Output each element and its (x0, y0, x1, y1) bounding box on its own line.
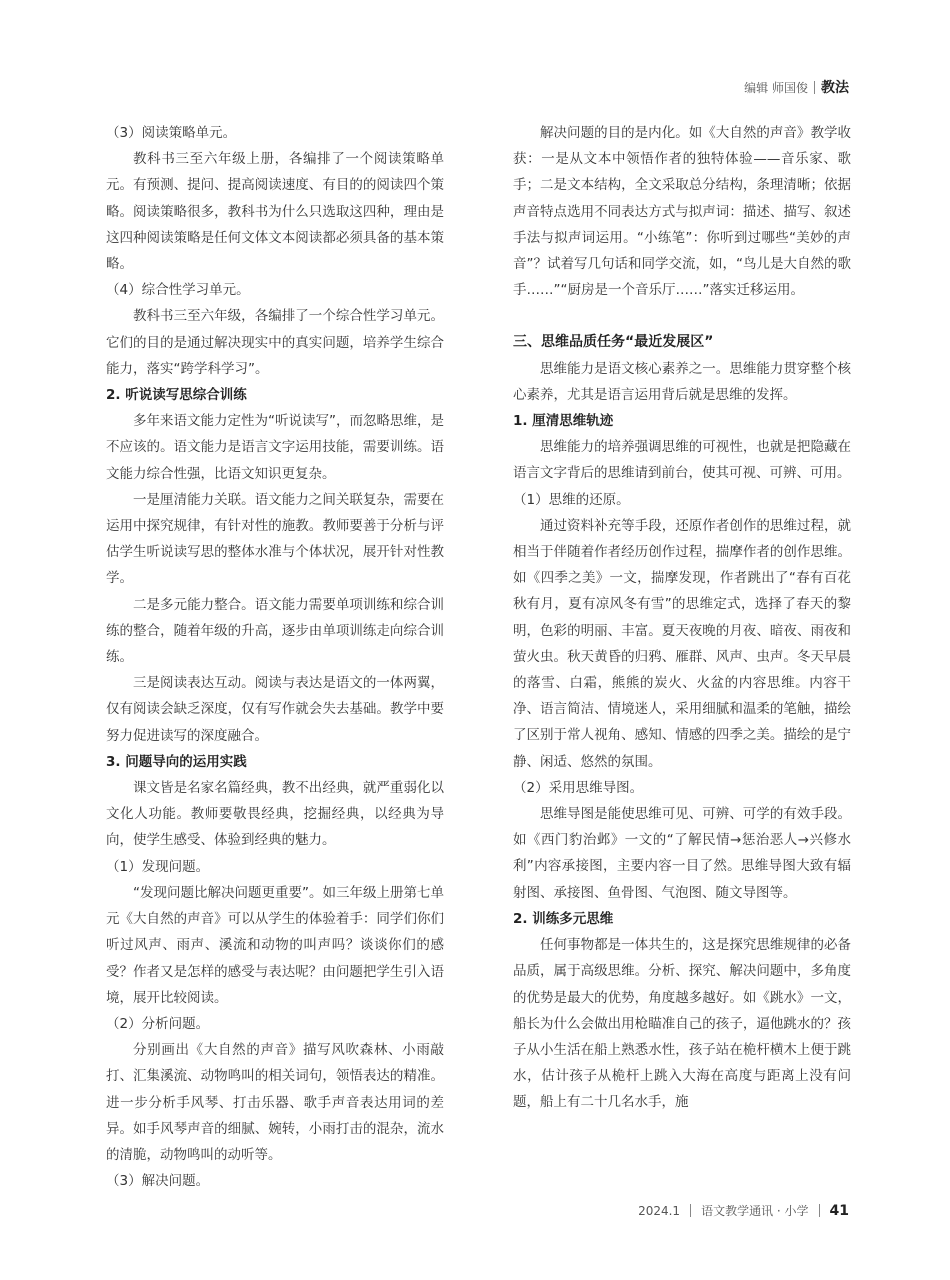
subheading: （2）分析问题。 (106, 1015, 210, 1032)
section-heading: 1. 厘清思维轨迹 (513, 413, 614, 430)
chapter-heading: 三、思维品质任务“最近发展区” (513, 334, 714, 351)
left-column (106, 120, 444, 1194)
paragraph: 任何事物都是一体共生的，这是探究思维规律的必备品质，属于高级思维。分析、探究、解决问题中，多角度的优势是最大的优势，角度越多越好。如《跳水》一文，船长为什么会做出用枪瞄准自己的孩子，逼他跳水的？孩子从小生活在船上熟悉水性，孩子站在桅杆横木上便于跳水，估计孩子从桅杆上跳入大海在高度与距离上没有问题，船上有二十几名水手，施 (513, 937, 851, 1111)
paragraph: 三是阅读表达互动。阅读与表达是语文的一体两翼，仅有阅读会缺乏深度，仅有写作就会失去基础。教学中要努力促进读写的深度融合。 (106, 675, 444, 744)
paragraph: 二是多元能力整合。语文能力需要单项训练和综合训练的整合，随着年级的升高，逐步由单项训练走向综合训练。 (106, 596, 444, 666)
page-header (744, 77, 849, 97)
page-footer (638, 1202, 849, 1219)
paragraph: 思维能力是语文核心素养之一。思维能力贯穿整个核心素养，尤其是语言运用背后就是思维的发挥。 (513, 360, 851, 403)
page-number: 41 (829, 1202, 849, 1219)
footer-divider-1 (690, 1204, 691, 1217)
paragraph: 教科书三至六年级，各编排了一个综合性学习单元。它们的目的是通过解决现实中的真实问题，培养学生综合能力，落实“跨学科学习”。 (106, 308, 444, 377)
paragraph: 通过资料补充等手段，还原作者创作的思维过程，就相当于伴随着作者经历创作过程，揣摩作者的创作思维。如《四季之美》一文，揣摩发现，作者跳出了“春有百花秋有月，夏有凉风冬有雪”的思维定式，选择了春天的黎明，色彩的明丽、丰富。夏天夜晚的月夜、暗夜、雨夜和萤火虫。秋天黄昏的归鸦、雁群、风声、虫声。冬天早晨的落雪、白霜，熊熊的炭火、火盆的内容思维。内容干净、语言简洁、情境迷人，采用细腻和温柔的笔触，描绘了区别于常人视角、感知、情感的四季之美。描绘的是宁静、闲适、悠然的氛围。 (513, 517, 851, 770)
paragraph: 解决问题的目的是内化。如《大自然的声音》教学收获：一是从文本中领悟作者的独特体验——音乐家、歌手；二是文本结构，全文采取总分结构，条理清晰；依据声音特点选用不同表达方式与拟声词：描述、描写、叙述手法与拟声词运用。“小练笔”：你听到过哪些“美妙的声音”？试着写几句话和同学交流，如，“鸟儿是大自然的歌手……”“厨房是一个音乐厅……”落实迁移运用。 (513, 125, 851, 299)
paragraph: 思维能力的培养强调思维的可视性，也就是把隐藏在语言文字背后的思维请到前台，使其可视、可辨、可用。 (513, 439, 851, 482)
paragraph: “发现问题比解决问题更重要”。如三年级上册第七单元《大自然的声音》可以从学生的体验着手：同学们你们听过风声、雨声、溪流和动物的叫声吗？谈谈你们的感受？作者又是怎样的感受与表达呢？由问题把学生引入语境，展开比较阅读。 (106, 884, 444, 1006)
paragraph: 一是厘清能力关联。语文能力之间关联复杂，需要在运用中探究规律，有针对性的施教。教师要善于分析与评估学生听说读写思的整体水准与个体状况，展开针对性教学。 (106, 491, 444, 587)
section-heading: 2. 训练多元思维 (513, 910, 614, 927)
paragraph: 思维导图是能使思维可见、可辨、可学的有效手段。如《西门豹治邺》一文的“了解民情→惩治恶人→兴修水利”内容承接图，主要内容一目了然。思维导图大致有辐射图、承接图、鱼骨图、气泡图、随文导图等。 (513, 806, 851, 901)
header-divider (814, 81, 815, 94)
section-label: 教法 (821, 80, 849, 96)
subheading: （4）综合性学习单元。 (106, 282, 250, 299)
footer-divider-2 (819, 1204, 820, 1217)
right-column (513, 120, 851, 1116)
issue-date: 2024.1 (638, 1203, 681, 1218)
subheading: （2）采用思维导图。 (513, 779, 644, 796)
section-heading: 3. 问题导向的运用实践 (106, 753, 247, 770)
section-heading: 2. 听说读写思综合训练 (106, 387, 247, 404)
paragraph: 课文皆是名家名篇经典，教不出经典，就严重弱化以文化人功能。教师要敬畏经典，挖掘经典，以经典为导向，使学生感受、体验到经典的魅力。 (106, 780, 444, 849)
paragraph: 分别画出《大自然的声音》描写风吹森林、小雨敲打、汇集溪流、动物鸣叫的相关词句，领悟表达的精准。进一步分析手风琴、打击乐器、歌手声音表达用词的差异。如手风琴声音的细腻、婉转，小雨打击的混杂，流水的清脆，动物鸣叫的动听等。 (106, 1042, 444, 1163)
subheading: （3）解决问题。 (106, 1173, 210, 1190)
subheading: （1）思维的还原。 (513, 491, 630, 508)
subheading: （1）发现问题。 (106, 858, 210, 875)
subheading: （3）阅读策略单元。 (106, 125, 237, 141)
paragraph: 多年来语文能力定性为“听说读写”，而忽略思维，是不应该的。语文能力是语言文字运用技能，需要训练。语文能力综合性强，比语文知识更复杂。 (106, 413, 444, 482)
editor-credit: 编辑 师国俊 (744, 80, 808, 95)
journal-name: 语文教学通讯 · 小学 (701, 1204, 809, 1218)
paragraph: 教科书三至六年级上册，各编排了一个阅读策略单元。有预测、提问、提高阅读速度、有目的的阅读四个策略。阅读策略很多，教科书为什么只选取这四种，理由是这四种阅读策略是任何文体文本阅读都必须具备的基本策略。 (106, 151, 444, 273)
